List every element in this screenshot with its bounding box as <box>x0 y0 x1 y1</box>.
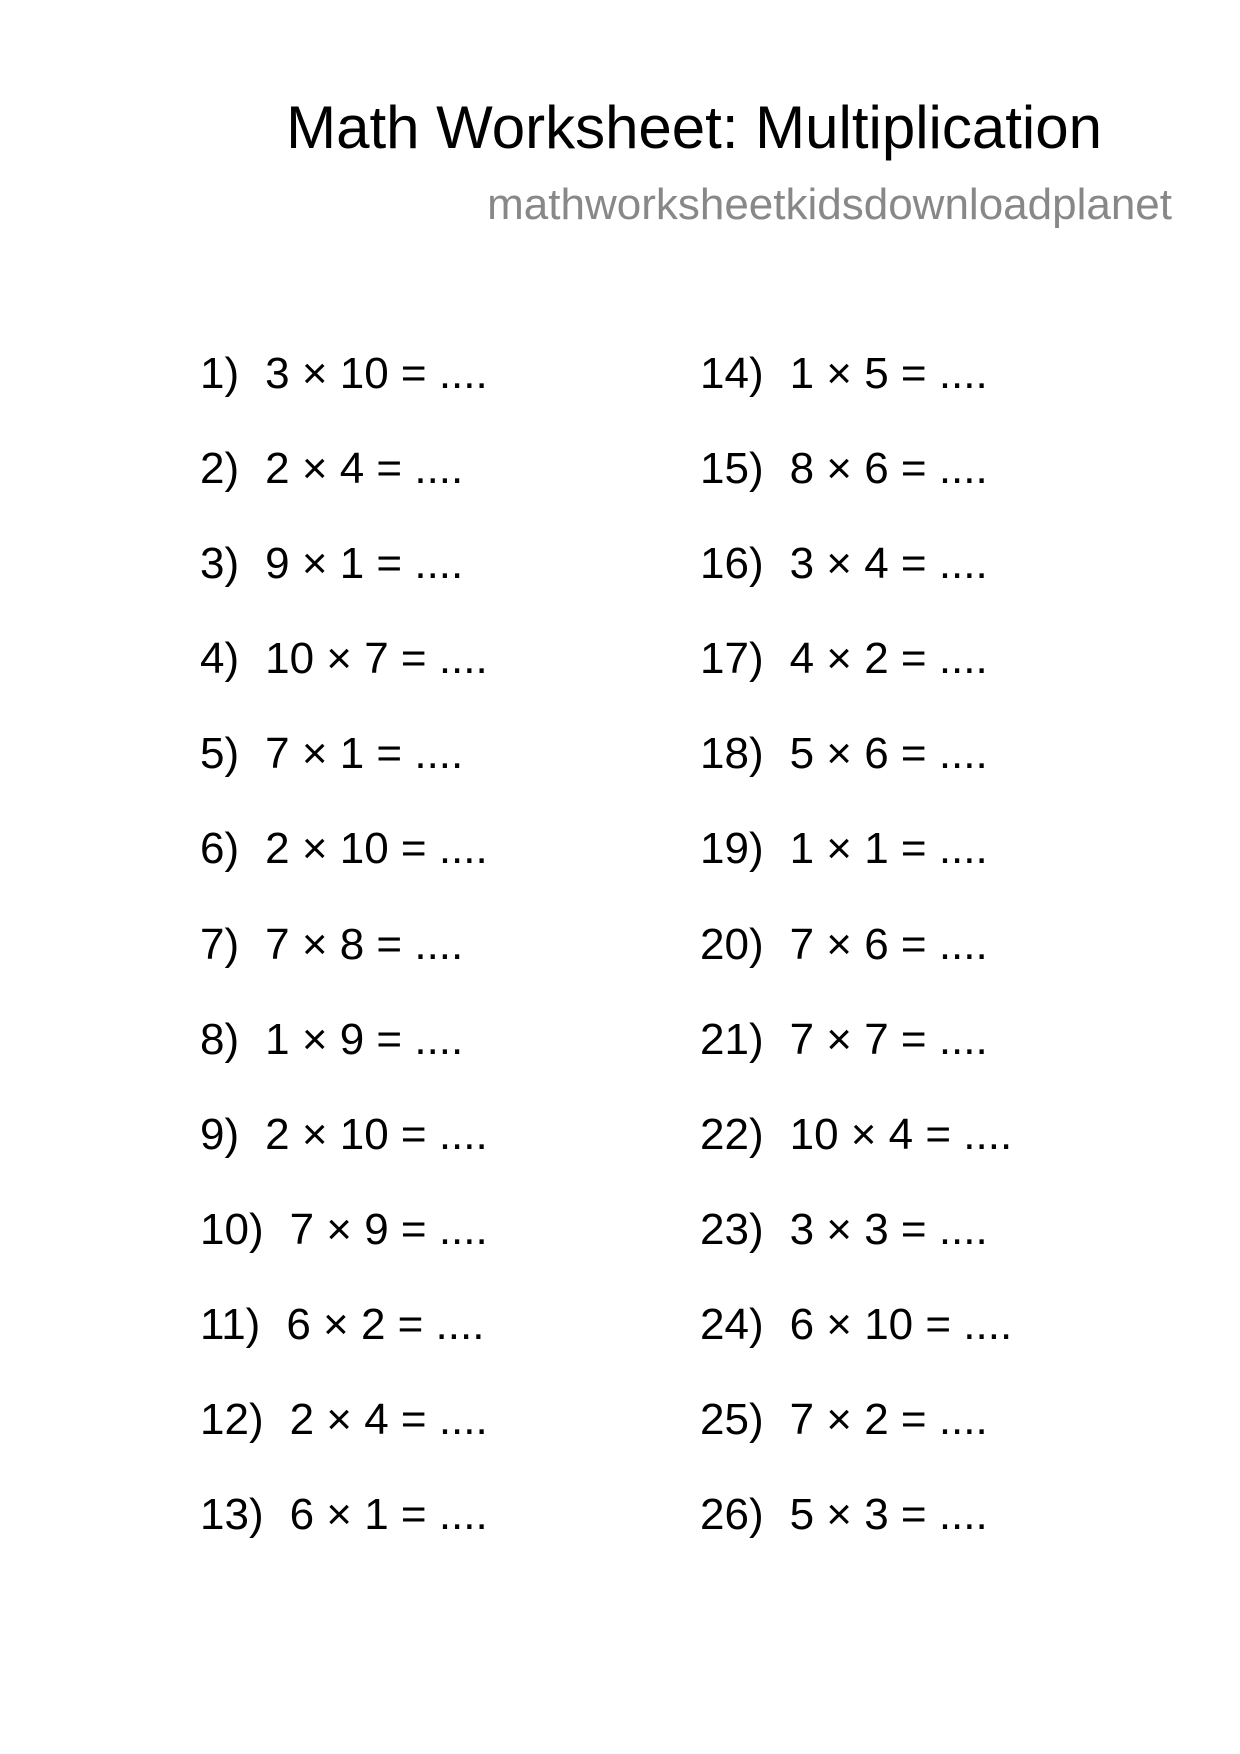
problem-expression: 1 × 9 = .... <box>265 1014 464 1064</box>
problem-item <box>700 349 1012 447</box>
problem-expression: 7 × 9 = .... <box>289 1204 488 1254</box>
problem-item <box>200 824 488 922</box>
problem-item <box>200 1299 488 1398</box>
problem-number: 21) <box>700 1014 764 1064</box>
problem-expression: 3 × 3 = .... <box>789 1204 988 1254</box>
problem-number: 8) <box>200 1014 240 1064</box>
problem-expression: 7 × 1 = .... <box>265 729 464 779</box>
problem-number: 23) <box>700 1204 764 1254</box>
problem-item <box>700 1204 1012 1303</box>
problem-expression: 7 × 6 = .... <box>789 919 988 969</box>
problem-number: 6) <box>200 824 240 874</box>
problem-expression: 10 × 7 = .... <box>265 634 488 684</box>
problem-item <box>200 1204 488 1303</box>
page-title: Math Worksheet: Multiplication <box>286 94 1102 161</box>
problem-number: 4) <box>200 634 240 684</box>
problem-expression: 6 × 10 = .... <box>789 1299 1013 1349</box>
problem-number: 22) <box>700 1109 764 1159</box>
problem-number: 18) <box>700 729 764 779</box>
problem-number: 5) <box>200 729 240 779</box>
problem-expression: 3 × 4 = .... <box>789 539 988 589</box>
problem-number: 26) <box>700 1490 764 1540</box>
problem-expression: 2 × 10 = .... <box>265 824 488 874</box>
problem-item <box>200 1490 488 1588</box>
problem-item <box>700 1490 1012 1588</box>
problem-item <box>700 824 1012 922</box>
problem-expression: 5 × 3 = .... <box>789 1490 988 1540</box>
problem-number: 7) <box>200 919 240 969</box>
problem-expression: 7 × 8 = .... <box>265 919 464 969</box>
problem-number: 13) <box>200 1490 264 1540</box>
problem-number: 10) <box>200 1204 264 1254</box>
problem-item <box>200 1014 488 1113</box>
problem-number: 24) <box>700 1299 764 1349</box>
problem-expression: 6 × 2 = .... <box>286 1299 485 1349</box>
problem-expression: 1 × 1 = .... <box>789 824 988 874</box>
problem-expression: 6 × 1 = .... <box>289 1490 488 1540</box>
problem-item <box>200 1395 488 1493</box>
problem-number: 9) <box>200 1109 240 1159</box>
problem-item <box>200 1109 488 1208</box>
problem-expression: 2 × 4 = .... <box>265 444 464 494</box>
problem-expression: 8 × 6 = .... <box>789 444 988 494</box>
problem-expression: 5 × 6 = .... <box>789 729 988 779</box>
problem-number: 12) <box>200 1395 264 1445</box>
problem-expression: 7 × 7 = .... <box>789 1014 988 1064</box>
problem-item <box>700 729 1012 827</box>
problem-number: 17) <box>700 634 764 684</box>
problem-expression: 2 × 10 = .... <box>265 1109 488 1159</box>
problem-number: 1) <box>200 349 240 398</box>
problem-number: 25) <box>700 1395 764 1445</box>
problems-column-left <box>200 349 488 1588</box>
problem-item <box>700 1299 1013 1398</box>
page-subtitle: mathworksheetkidsdownloadplanet <box>487 180 1172 229</box>
problem-number: 11) <box>200 1299 261 1349</box>
problem-expression: 9 × 1 = .... <box>265 539 464 589</box>
problems-column-right <box>700 349 1013 1588</box>
problem-number: 20) <box>700 919 764 969</box>
problem-item <box>200 444 488 542</box>
problem-item <box>200 349 488 447</box>
problem-item <box>200 729 488 827</box>
problem-item <box>700 1395 1012 1493</box>
problem-item <box>200 634 488 732</box>
problem-number: 14) <box>700 349 764 398</box>
problem-number: 16) <box>700 539 764 589</box>
problem-number: 2) <box>200 444 240 494</box>
problem-item <box>700 1014 1012 1113</box>
problem-item <box>700 444 1012 542</box>
problem-expression: 2 × 4 = .... <box>289 1395 488 1445</box>
problem-expression: 3 × 10 = .... <box>265 349 488 398</box>
problem-expression: 1 × 5 = .... <box>789 349 988 398</box>
problem-item <box>700 1109 1013 1208</box>
problem-item <box>200 919 488 1018</box>
problem-expression: 10 × 4 = .... <box>789 1109 1013 1159</box>
problem-number: 15) <box>700 444 764 494</box>
problem-expression: 7 × 2 = .... <box>789 1395 988 1445</box>
problem-item <box>700 634 1012 732</box>
problem-number: 3) <box>200 539 240 589</box>
problem-item <box>700 539 1012 637</box>
problem-item <box>700 919 1012 1018</box>
problem-item <box>200 539 488 637</box>
problem-number: 19) <box>700 824 764 874</box>
problem-expression: 4 × 2 = .... <box>789 634 988 684</box>
